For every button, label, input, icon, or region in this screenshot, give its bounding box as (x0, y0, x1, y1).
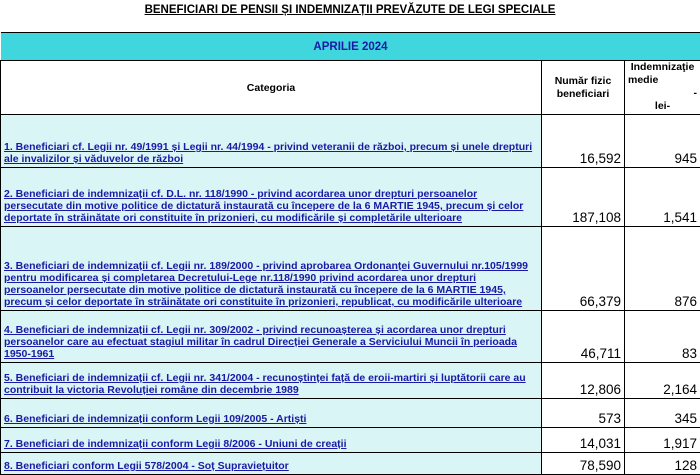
header-count-line1: Număr fizic (555, 75, 612, 87)
row-average[interactable]: 876 (625, 227, 700, 311)
row-count[interactable]: 12,806 (542, 363, 625, 399)
row-average[interactable]: 2,164 (625, 363, 700, 399)
header-count[interactable] (542, 61, 625, 115)
row-average[interactable]: 83 (625, 311, 700, 363)
row-category[interactable]: 6. Beneficiari de indemnizații conform Legii 109/2005 - Artiști (1, 399, 542, 428)
row-category[interactable]: 2. Beneficiari de indemnizații cf. D.L. nr. 118/1990 - privind acordarea unor drepturi persoanelor persecutate din motive politice de dictatură instaurată cu începere de la 6 MARTIE 1945, precum și celor deportate în străinătate ori constituite în prizonieri, cu modificările și completările ulterioare (1, 168, 542, 227)
row-count[interactable]: 16,592 (542, 115, 625, 168)
row-category[interactable]: 3. Beneficiari de indemnizații cf. Legii nr. 189/2000 - privind aprobarea Ordonanței Guvernului nr.105/1999 pentru modificarea și completarea Decretului-Lege nr.118/1990 privind acordarea unor drepturi persoanelor persecutate din motive politice de dictatură instaurată cu începere de la 6 MARTIE 1945, precum și celor deportate în străinătate ori constituite în prizonieri, republicat, cu modificările ulterioare (1, 227, 542, 311)
header-average-dash: - (628, 87, 697, 100)
row-average[interactable]: 128 (625, 453, 700, 475)
row-category[interactable]: 4. Beneficiari de indemnizații cf. Legii nr. 309/2002 - privind recunoașterea și acordarea unor drepturi persoanelor care au efectuat stagiul militar în cadrul Direcției Generale a Serviciului Muncii în perioada 1950-1961 (1, 311, 542, 363)
row-count[interactable]: 573 (542, 399, 625, 428)
row-category[interactable]: 1. Beneficiari cf. Legii nr. 49/1991 și Legii nr. 44/1994 - privind veteranii de război, precum și unele drepturi ale invalizilor și văduvelor de război (1, 115, 542, 168)
table-row (1, 168, 700, 227)
row-average[interactable]: 1,917 (625, 428, 700, 453)
row-average[interactable]: 945 (625, 115, 700, 168)
header-average-unit: lei- (628, 100, 697, 113)
row-count[interactable]: 46,711 (542, 311, 625, 363)
row-count[interactable]: 66,379 (542, 227, 625, 311)
row-category[interactable]: 7. Beneficiari de indemnizații conform Legii 8/2006 - Uniuni de creații (1, 428, 542, 453)
table-row (1, 399, 700, 428)
table-row (1, 363, 700, 399)
table-row (1, 453, 700, 475)
row-average[interactable]: 1,541 (625, 168, 700, 227)
beneficiaries-table (0, 32, 700, 475)
header-average-line2: medie (628, 74, 697, 87)
period-cell[interactable]: APRILIE 2024 (1, 33, 700, 61)
page-title: BENEFICIARI DE PENSII ȘI INDEMNIZAȚII PREVĂZUTE DE LEGI SPECIALE (0, 0, 700, 21)
table-row (1, 428, 700, 453)
header-category[interactable]: Categoria (1, 61, 542, 115)
header-average[interactable] (625, 61, 700, 115)
period-row (1, 33, 700, 61)
header-count-line2: beneficiari (557, 88, 610, 100)
row-category[interactable]: 8. Beneficiari conform Legii 578/2004 - Soț Supraviețuitor (1, 453, 542, 475)
table-row (1, 227, 700, 311)
row-average[interactable]: 345 (625, 399, 700, 428)
row-count[interactable]: 187,108 (542, 168, 625, 227)
header-average-line1: Indemnizaţie (628, 61, 697, 74)
row-category[interactable]: 5. Beneficiari de indemnizații cf. Legii nr. 341/2004 - recunoștinței față de eroii-martiri și luptătorii care au contribuit la victoria Revoluției române din decembrie 1989 (1, 363, 542, 399)
table-row (1, 115, 700, 168)
row-count[interactable]: 14,031 (542, 428, 625, 453)
table-row (1, 311, 700, 363)
header-row (1, 61, 700, 115)
row-count[interactable]: 78,590 (542, 453, 625, 475)
